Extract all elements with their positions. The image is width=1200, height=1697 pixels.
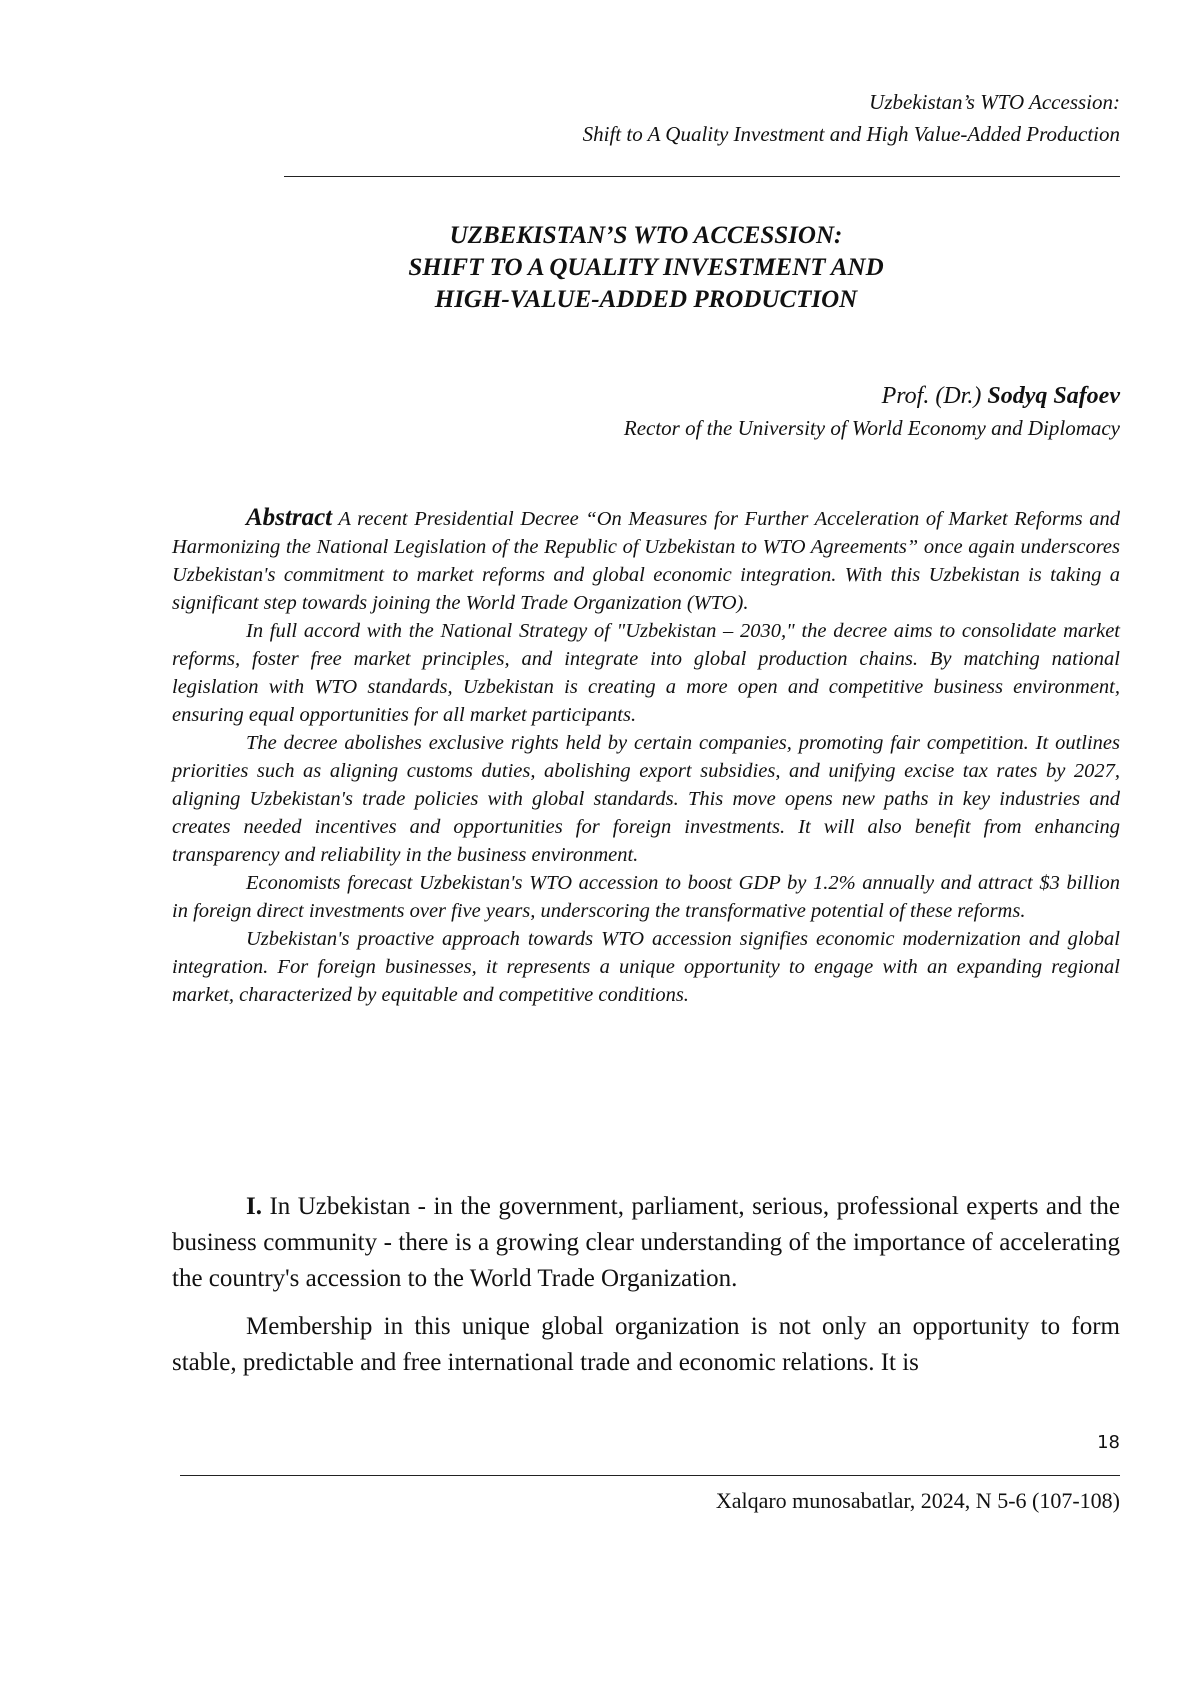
abstract-paragraph-3: The decree abolishes exclusive rights held by certain companies, promoting fair competition. It outlines priorities such as aligning customs duties, abolishing export subsidies, and unifying excise tax rates by 2027, aligning Uzbekistan's trade policies with global standards. This move opens new paths in key industries and creates needed incentives and opportunities for foreign investments. It will also benefit from enhancing transparency and reliability in the business environment. — [172, 732, 1120, 866]
running-header-line-1: Uzbekistan’s WTO Accession: — [869, 90, 1120, 114]
abstract-paragraph-1 — [172, 504, 1120, 617]
author-prefix: Prof. (Dr.) — [881, 383, 988, 409]
abstract-label: Abstract — [246, 504, 333, 531]
body-paragraph-2: Membership in this unique global organization is not only an opportunity to form stable, predictable and free international trade and economic relations. It is — [172, 1313, 1120, 1376]
author-block — [360, 380, 1120, 444]
title-line-2: SHIFT TO A QUALITY INVESTMENT AND — [408, 254, 884, 281]
title-line-3: HIGH-VALUE-ADDED PRODUCTION — [434, 286, 858, 313]
abstract-paragraph-4: Economists forecast Uzbekistan's WTO accession to boost GDP by 1.2% annually and attract $3 billion in foreign direct investments over five years, underscoring the transformative potential of these reforms. — [172, 872, 1120, 922]
abstract-paragraph-2: In full accord with the National Strategy of "Uzbekistan – 2030," the decree aims to consolidate market reforms, foster free market principles, and integrate into global production chains. By matching national legislation with WTO standards, Uzbekistan is creating a more open and competitive business environment, ensuring equal opportunities for all market participants. — [172, 620, 1120, 726]
author-line — [360, 380, 1120, 412]
body-paragraph-1-text: In Uzbekistan - in the government, parliament, serious, professional experts and the business community - there is a growing clear understanding of the importance of accelerating the country's accession to the World Trade Organization. — [172, 1193, 1121, 1292]
article-title — [172, 220, 1120, 316]
author-name: Sodyq Safoev — [987, 383, 1120, 409]
running-header — [420, 86, 1120, 150]
page-number: 18 — [1097, 1432, 1120, 1453]
journal-citation: Xalqaro munosabatlar, 2024, N 5-6 (107-108) — [715, 1488, 1120, 1513]
body-paragraph-1 — [172, 1189, 1120, 1297]
author-affiliation: Rector of the University of World Economy and Diplomacy — [623, 416, 1120, 440]
title-line-1: UZBEKISTAN’S WTO ACCESSION: — [449, 222, 843, 249]
abstract — [172, 504, 1120, 1009]
section-numeral: I. — [246, 1193, 262, 1220]
body-text — [172, 1189, 1120, 1393]
footer-rule — [180, 1475, 1120, 1476]
header-rule — [284, 176, 1120, 177]
abstract-text-1: A recent Presidential Decree “On Measures for Further Acceleration of Market Reforms and Harmonizing the National Legislation of the Republic of Uzbekistan to WTO Agreements” once again underscores Uzbekistan's commitment to market reforms and global economic integration. With this Uzbekistan is taking a significant step towards joining the World Trade Organization (WTO). — [172, 508, 1121, 614]
abstract-paragraph-5: Uzbekistan's proactive approach towards WTO accession signifies economic modernization and global integration. For foreign businesses, it represents a unique opportunity to engage with an expanding regional market, characterized by equitable and competitive conditions. — [172, 928, 1120, 1006]
running-header-line-2: Shift to A Quality Investment and High Value-Added Production — [582, 122, 1120, 146]
